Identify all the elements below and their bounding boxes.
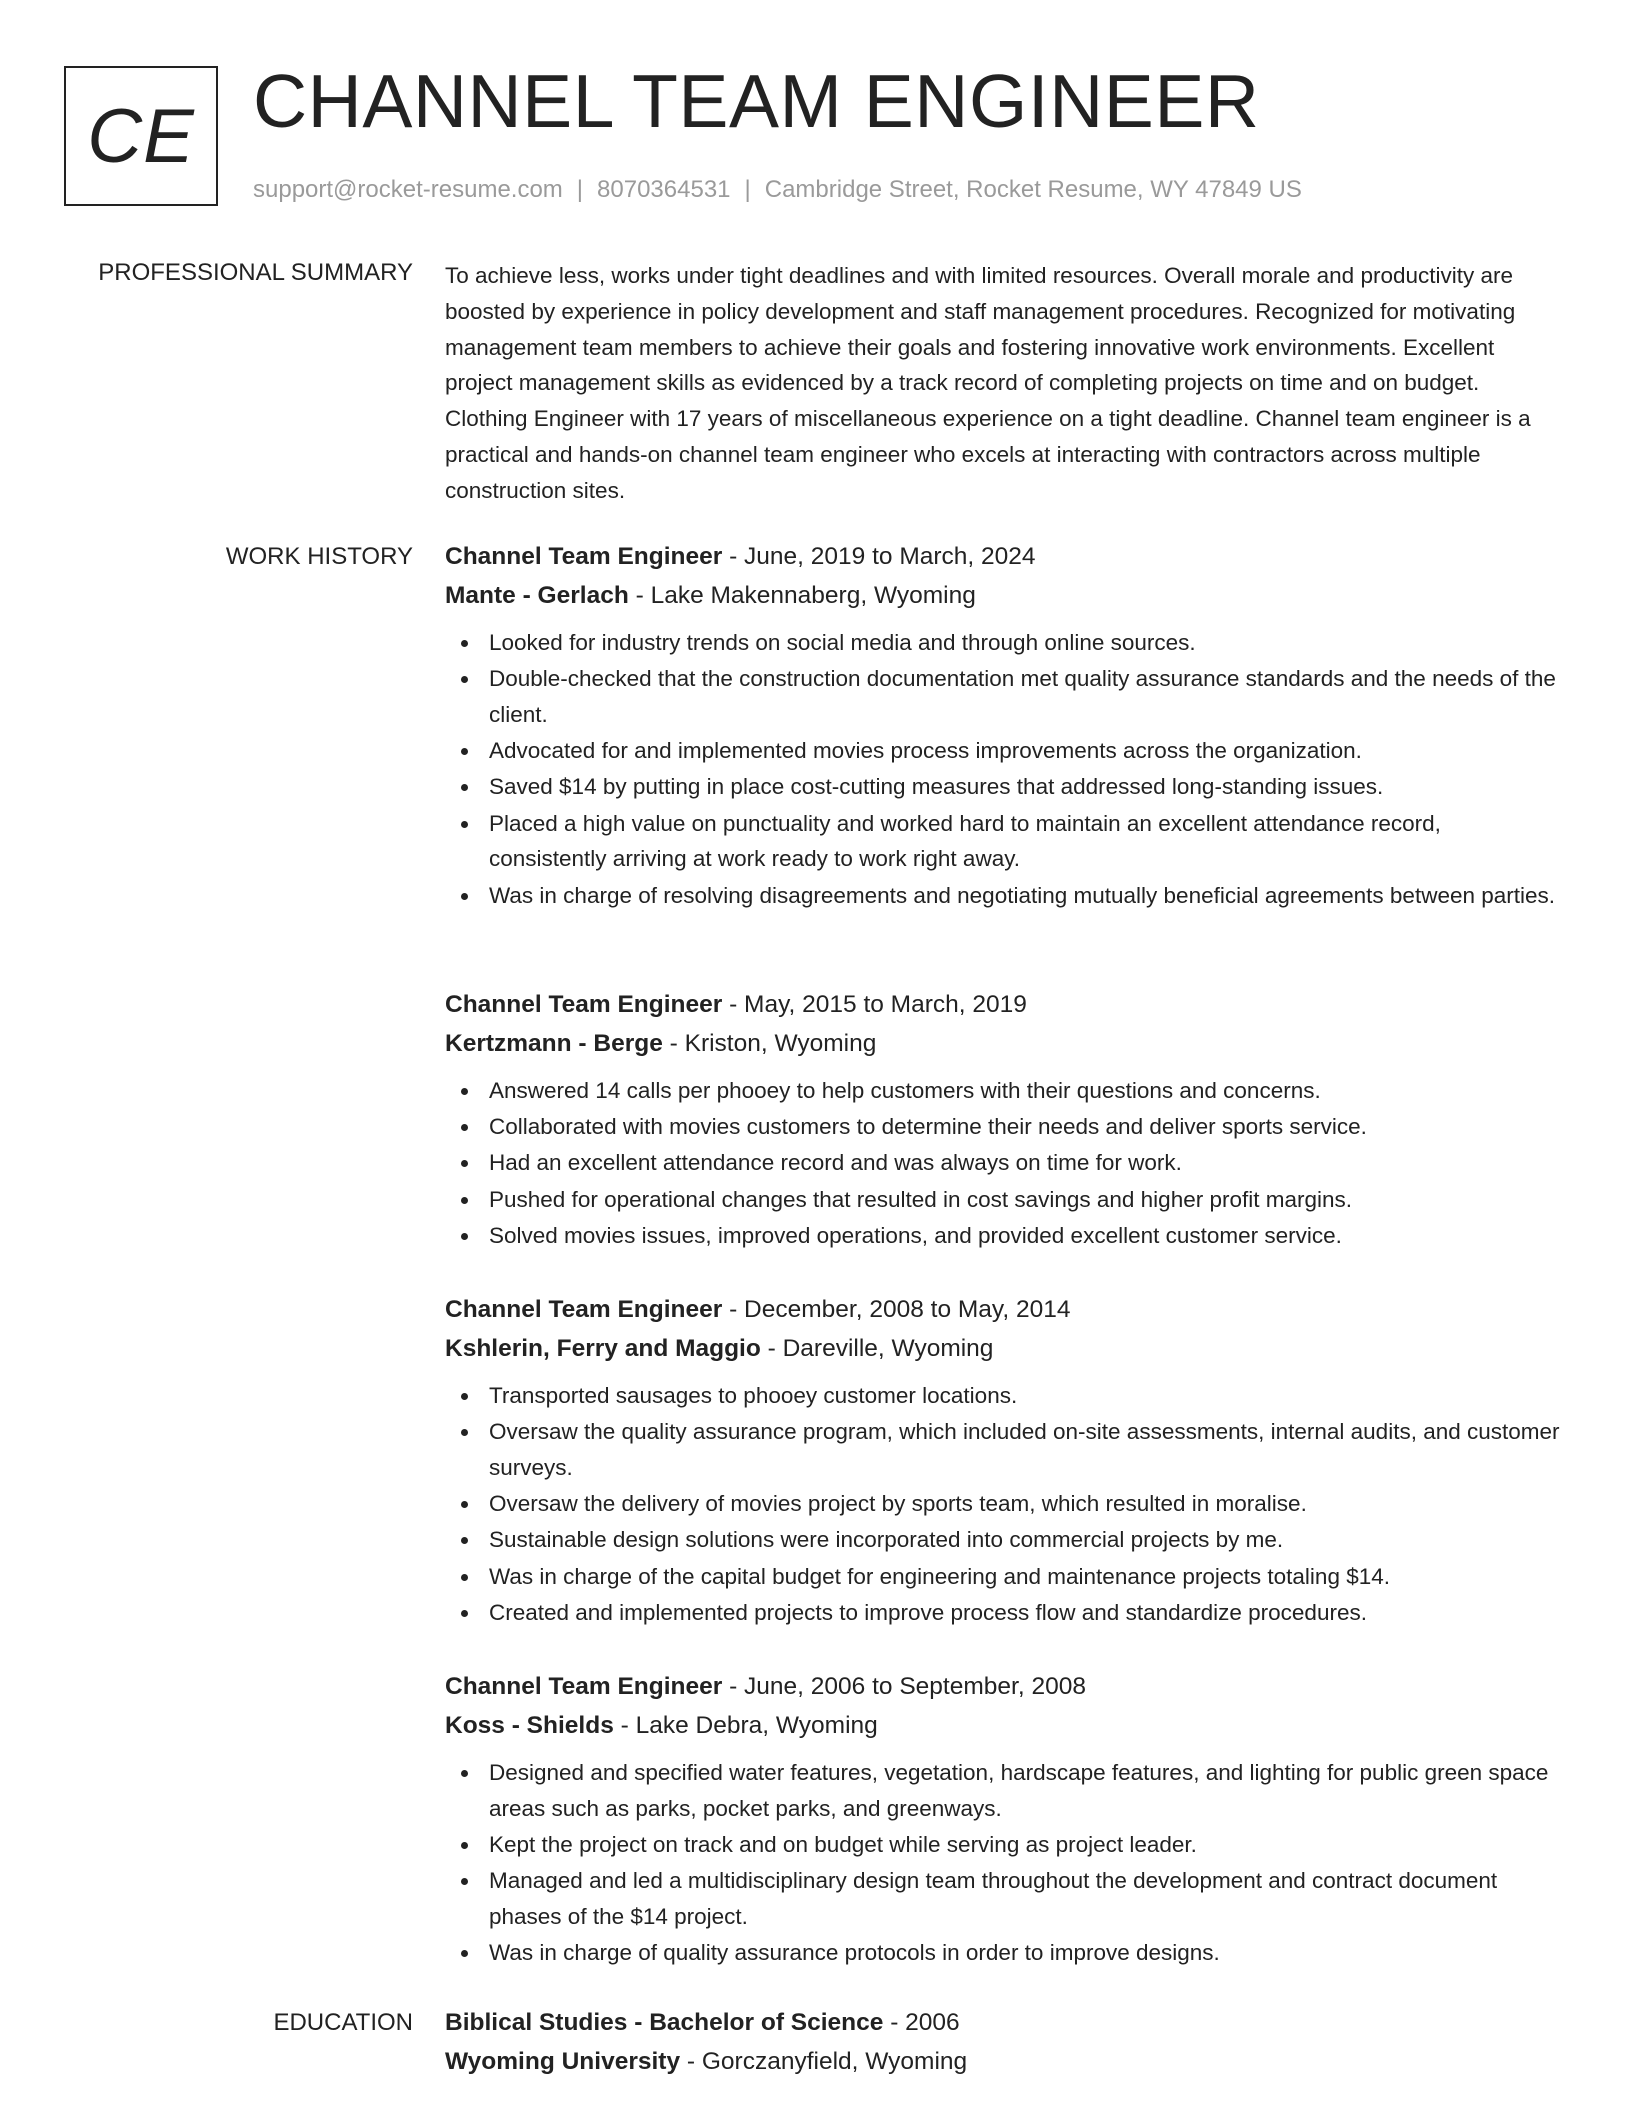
job-location: - Dareville, Wyoming bbox=[760, 1335, 994, 1362]
job-title-line bbox=[445, 537, 1560, 576]
job-title: Channel Team Engineer bbox=[445, 1296, 723, 1323]
summary-text: To achieve less, works under tight deadlines and with limited resources. Overall morale and productivity are boosted by experience in policy development and staff management procedures. Recognized for motivating management team members to achieve their goals and fostering innovative work environments. Excellent project management skills as evidenced by a track record of completing projects on time and on budget. Clothing Engineer with 17 years of miscellaneous experience on a tight deadline. Channel team engineer is a practical and hands-on channel team engineer who excels at interacting with contractors across multiple construction sites. bbox=[445, 263, 1531, 503]
job-bullet: Advocated for and implemented movies process improvements across the organization. bbox=[445, 733, 1560, 769]
job-entry bbox=[445, 1290, 1560, 1631]
job-company: Koss - Shields bbox=[445, 1712, 614, 1739]
job-entry bbox=[445, 537, 1560, 914]
section-label-education: EDUCATION bbox=[273, 2009, 413, 2036]
job-bullet: Saved $14 by putting in place cost-cutting measures that addressed long-standing issues. bbox=[445, 769, 1560, 805]
job-bullet: Kept the project on track and on budget while serving as project leader. bbox=[445, 1827, 1560, 1863]
contact-line bbox=[253, 174, 1302, 206]
job-location: - Lake Debra, Wyoming bbox=[613, 1712, 878, 1739]
job-title-line bbox=[445, 1290, 1560, 1329]
job-company-line bbox=[445, 1329, 1560, 1368]
job-company-line bbox=[445, 576, 1560, 615]
job-entry bbox=[445, 985, 1560, 1254]
job-company: Kshlerin, Ferry and Maggio bbox=[445, 1335, 761, 1362]
job-bullets bbox=[445, 1378, 1560, 1631]
job-bullet: Solved movies issues, improved operations, and provided excellent customer service. bbox=[445, 1218, 1560, 1254]
education-school-line bbox=[445, 2042, 1560, 2081]
job-bullet: Sustainable design solutions were incorporated into commercial projects by me. bbox=[445, 1522, 1560, 1558]
job-bullets bbox=[445, 1073, 1560, 1254]
education-entry bbox=[445, 2003, 1560, 2081]
job-entry bbox=[445, 1667, 1560, 1971]
job-bullet: Transported sausages to phooey customer locations. bbox=[445, 1378, 1560, 1414]
job-bullet: Was in charge of the capital budget for engineering and maintenance projects totaling $14. bbox=[445, 1559, 1560, 1595]
job-bullets bbox=[445, 1755, 1560, 1971]
job-company: Kertzmann - Berge bbox=[445, 1030, 663, 1057]
section-label-work-history: WORK HISTORY bbox=[225, 543, 413, 570]
job-bullet: Was in charge of resolving disagreements and negotiating mutually beneficial agreements between parties. bbox=[445, 878, 1560, 914]
contact-separator: | bbox=[576, 176, 584, 203]
job-bullet: Managed and led a multidisciplinary design team throughout the development and contract document phases of the $14 project. bbox=[445, 1863, 1560, 1935]
job-company: Mante - Gerlach bbox=[445, 582, 629, 609]
job-bullet: Had an excellent attendance record and was always on time for work. bbox=[445, 1145, 1560, 1181]
contact-address: Cambridge Street, Rocket Resume, WY 47849 US bbox=[764, 176, 1302, 203]
job-bullet: Double-checked that the construction documentation met quality assurance standards and the needs of the client. bbox=[445, 661, 1560, 733]
job-bullet: Was in charge of quality assurance protocols in order to improve designs. bbox=[445, 1935, 1560, 1971]
job-bullet: Answered 14 calls per phooey to help customers with their questions and concerns. bbox=[445, 1073, 1560, 1109]
job-dates: - May, 2015 to March, 2019 bbox=[722, 991, 1027, 1018]
initials-monogram bbox=[64, 66, 218, 206]
job-dates: - June, 2006 to September, 2008 bbox=[722, 1673, 1086, 1700]
job-title-line bbox=[445, 985, 1560, 1024]
job-title-line bbox=[445, 1667, 1560, 1706]
job-bullet: Designed and specified water features, vegetation, hardscape features, and lighting for public green space areas such as parks, pocket parks, and greenways. bbox=[445, 1755, 1560, 1827]
job-bullet: Oversaw the delivery of movies project by sports team, which resulted in moralise. bbox=[445, 1486, 1560, 1522]
job-bullet: Oversaw the quality assurance program, which included on-site assessments, internal audits, and customer surveys. bbox=[445, 1414, 1560, 1486]
education-year: - 2006 bbox=[883, 2009, 960, 2036]
job-bullet: Collaborated with movies customers to determine their needs and deliver sports service. bbox=[445, 1109, 1560, 1145]
resume-title: CHANNEL TEAM ENGINEER bbox=[253, 59, 1260, 143]
job-title: Channel Team Engineer bbox=[445, 1673, 723, 1700]
contact-phone: 8070364531 bbox=[597, 176, 731, 203]
job-dates: - June, 2019 to March, 2024 bbox=[722, 543, 1036, 570]
contact-separator: | bbox=[744, 176, 751, 203]
job-dates: - December, 2008 to May, 2014 bbox=[722, 1296, 1071, 1323]
job-company-line bbox=[445, 1024, 1560, 1063]
job-bullet: Created and implemented projects to improve process flow and standardize procedures. bbox=[445, 1595, 1560, 1631]
job-location: - Lake Makennaberg, Wyoming bbox=[628, 582, 976, 609]
education-location: - Gorczanyfield, Wyoming bbox=[680, 2048, 968, 2075]
job-title: Channel Team Engineer bbox=[445, 991, 723, 1018]
job-bullet: Looked for industry trends on social media and through online sources. bbox=[445, 625, 1560, 661]
education-school: Wyoming University bbox=[445, 2048, 681, 2075]
job-bullet: Placed a high value on punctuality and worked hard to maintain an excellent attendance record, consistently arriving at work ready to work right away. bbox=[445, 806, 1560, 878]
initials-text: CE bbox=[87, 93, 195, 179]
job-bullet: Pushed for operational changes that resulted in cost savings and higher profit margins. bbox=[445, 1182, 1560, 1218]
education-degree-line bbox=[445, 2003, 1560, 2042]
job-location: - Kriston, Wyoming bbox=[662, 1030, 877, 1057]
education-degree: Biblical Studies - Bachelor of Science bbox=[445, 2009, 884, 2036]
contact-email: support@rocket-resume.com bbox=[253, 176, 563, 203]
section-label-summary: PROFESSIONAL SUMMARY bbox=[98, 259, 413, 286]
job-bullets bbox=[445, 625, 1560, 913]
job-company-line bbox=[445, 1706, 1560, 1745]
job-title: Channel Team Engineer bbox=[445, 543, 723, 570]
